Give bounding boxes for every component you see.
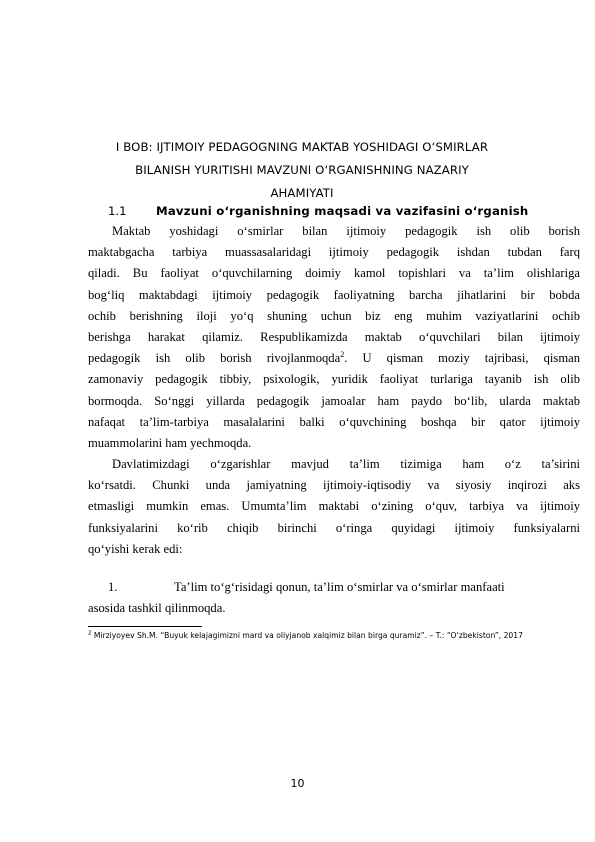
text-line: Davlatimizdagi o‘zgarishlar mavjud ta’lim tizimiga ham o‘z ta’sirini [112,457,580,471]
section-heading [108,204,538,218]
section-title: Mavzuni o‘rganishning maqsadi va vazifasini o‘rganish [156,204,529,218]
paragraph-1 [88,221,580,454]
text-line: ko‘rsatdi. Chunki unda jamiyatning ijtimoiy-iqtisodiy va siyosiy inqirozi aks [88,478,580,493]
text-line: berishga harakat qilamiz. Respublikamizda maktab o‘quvchilari bilan ijtimoiy [88,330,580,345]
paragraph-2 [88,454,580,560]
list-item-number: 1. [108,580,118,594]
text-line: zamonaviy pedagogik tibbiy, psixologik, yuridik faoliyat turlariga tayanib ish olib [88,372,580,387]
footnote-separator [88,626,202,627]
chapter-title [88,136,516,205]
text-line: muammolarini ham yechmoqda. [88,436,252,451]
text-line: ochib berishning iloji yo‘q shuning uchun biz eng muhim vaziyatlarini ochib [88,308,580,323]
footnote-marker: 2 [88,630,92,637]
text-line: Maktab yoshidagi o‘smirlar bilan ijtimoiy pedagogik ish olib borish [112,224,580,238]
text-line: funksiyalarini ko‘rib chiqib birinchi o‘ringa quyidagi ijtimoiy funksiyalarni [88,520,580,535]
page-number: 10 [290,777,305,790]
text-line: etmasligi mumkin emas. Umumta’lim maktabi o‘zining o‘quv, tarbiya va ijtimoiy [88,499,580,514]
text-line-start: pedagogik ish olib borish rivojlanmoqda [88,351,341,366]
footnote [88,631,568,641]
footnote-text: Mirziyoyev Sh.M. “Buyuk kelajagimizni mard va oliyjanob xalqimiz bilan birga quramiz”. – T.: “O‘zbekiston”, 2017 [91,631,523,640]
section-number: 1.1 [108,204,127,218]
text-line: qo‘yishi kerak edi: [88,541,183,556]
text-line: nafaqat ta’lim-tarbiya masalalarini balki o‘quvchining boshqa bir qator ijtimoiy [88,414,580,429]
list-item [108,577,580,598]
chapter-title-line: BILANISH YURITISHI MAVZUNI O‘RGANISHNING NAZARIY [135,163,469,177]
list-item-continuation: asosida tashkil qilinmoqda. [88,601,226,615]
text-line: bormoqda. So‘nggi yillarda pedagogik jamoalar ham paydo bo‘lib, ularda maktab [88,393,580,408]
text-line: qiladi. Bu faoliyat o‘quvchilarning doimiy kamol topishlari va ta’lim olishlariga [88,266,580,281]
text-line: bog‘liq maktabdagi ijtimoiy pedagogik faoliyatning barcha jihatlarini bir bobda [88,287,580,302]
chapter-title-line: I BOB: IJTIMOIY PEDAGOGNING MAKTAB YOSHIDAGI O‘SMIRLAR [115,140,489,154]
chapter-title-line: AHAMIYATI [270,186,334,200]
text-line-tail: . U qisman moziy tajribasi, qisman [344,351,581,366]
list-item-text: Ta’lim to‘g‘risidagi qonun, ta’lim o‘smirlar va o‘smirlar manfaati [174,580,505,594]
footnote-reference: 2 [340,350,345,360]
text-line-with-footnote [88,348,580,369]
text-line: maktabgacha tarbiya muassasalaridagi ijtimoiy pedagogik ishdan tubdan farq [88,245,580,260]
